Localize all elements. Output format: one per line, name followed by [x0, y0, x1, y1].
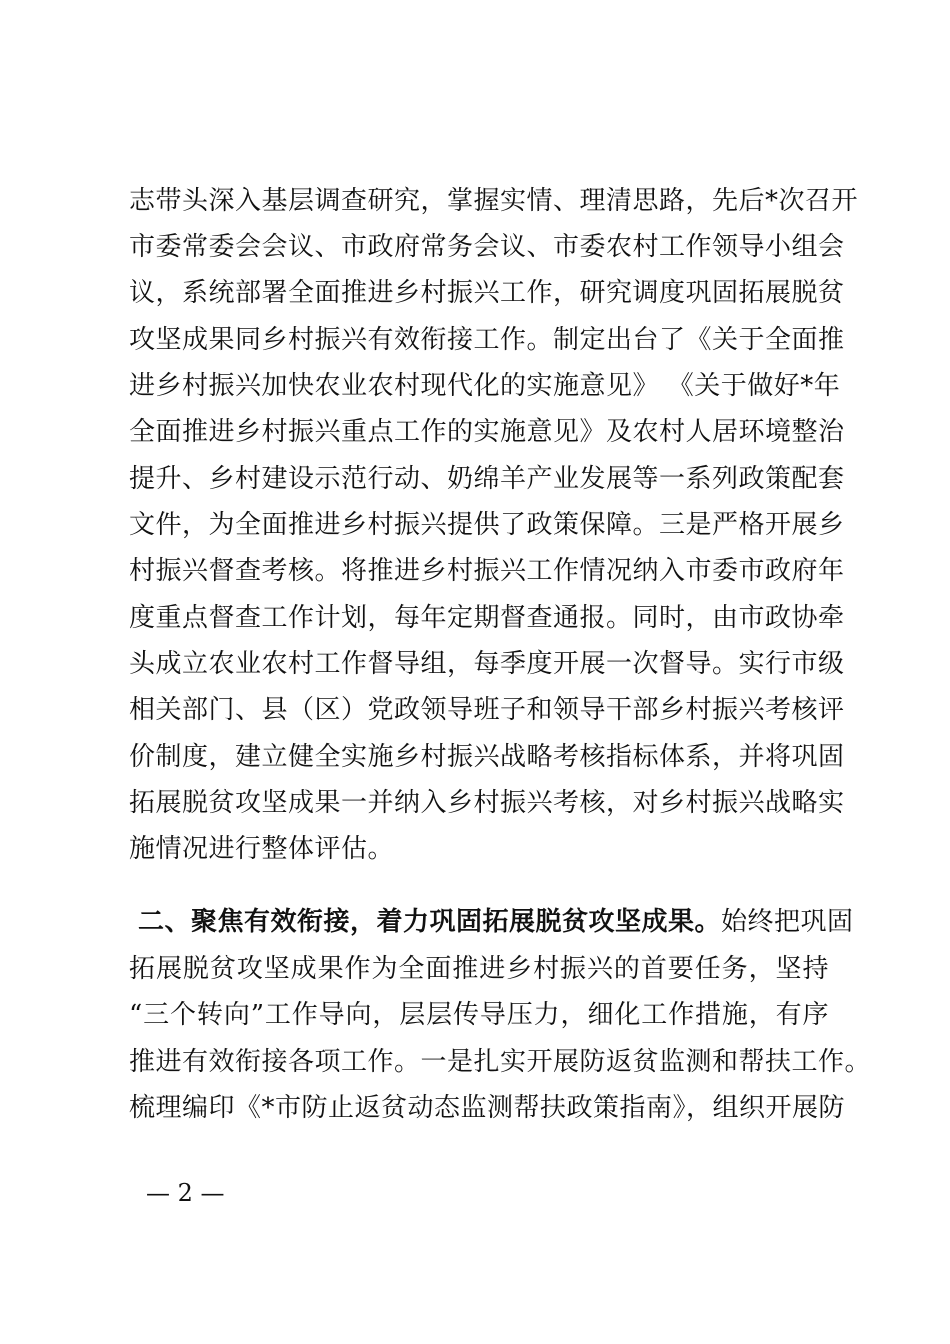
paragraph-line: 议，系统部署全面推进乡村振兴工作，研究调度巩固拓展脱贫	[129, 278, 845, 308]
paragraph-line: 拓展脱贫攻坚成果作为全面推进乡村振兴的首要任务，坚持	[129, 954, 829, 984]
paragraph-line: 全面推进乡村振兴重点工作的实施意见》及农村人居环境整治	[129, 417, 845, 447]
heading-line-rest: 始终把巩固	[721, 907, 854, 937]
paragraph-line: 市委常委会会议、市政府常务会议、市委农村工作领导小组会	[129, 232, 845, 262]
section-heading: 二、聚焦有效衔接，着力巩固拓展脱贫攻坚成果。	[138, 907, 722, 937]
paragraph-line: 文件，为全面推进乡村振兴提供了政策保障。三是严格开展乡	[129, 510, 845, 540]
paragraph-line: 价制度，建立健全实施乡村振兴战略考核指标体系，并将巩固	[129, 742, 845, 772]
page-number: — 2 —	[146, 1179, 225, 1207]
paragraph-line: 拓展脱贫攻坚成果一并纳入乡村振兴考核，对乡村振兴战略实	[129, 788, 845, 818]
paragraph-line: 梳理编印《*市防止返贫动态监测帮扶政策指南》，组织开展防	[129, 1093, 846, 1123]
paragraph-line: 头成立农业农村工作督导组，每季度开展一次督导。实行市级	[129, 649, 845, 679]
paragraph-line: 提升、乡村建设示范行动、奶绵羊产业发展等一系列政策配套	[129, 464, 845, 494]
paragraph-line: “三个转向”工作导向，层层传导压力，细化工作措施，有序	[129, 1000, 829, 1030]
paragraph-line: 村振兴督查考核。将推进乡村振兴工作情况纳入市委市政府年	[129, 556, 845, 586]
paragraph-line: 相关部门、县（区）党政领导班子和领导干部乡村振兴考核评	[129, 695, 845, 725]
paragraph-line: 推进有效衔接各项工作。一是扎实开展防返贫监测和帮扶工作。	[129, 1047, 872, 1077]
heading-line	[138, 902, 854, 942]
paragraph-line: 施情况进行整体评估。	[129, 834, 395, 864]
paragraph-line: 攻坚成果同乡村振兴有效衔接工作。制定出台了《关于全面推	[129, 325, 845, 355]
paragraph-line: 度重点督查工作计划，每年定期督查通报。同时，由市政协牵	[129, 603, 845, 633]
paragraph-line: 志带头深入基层调查研究，掌握实情、理清思路，先后*次召开	[129, 186, 859, 216]
paragraph-line: 进乡村振兴加快农业农村现代化的实施意见》 《关于做好*年	[129, 371, 841, 401]
